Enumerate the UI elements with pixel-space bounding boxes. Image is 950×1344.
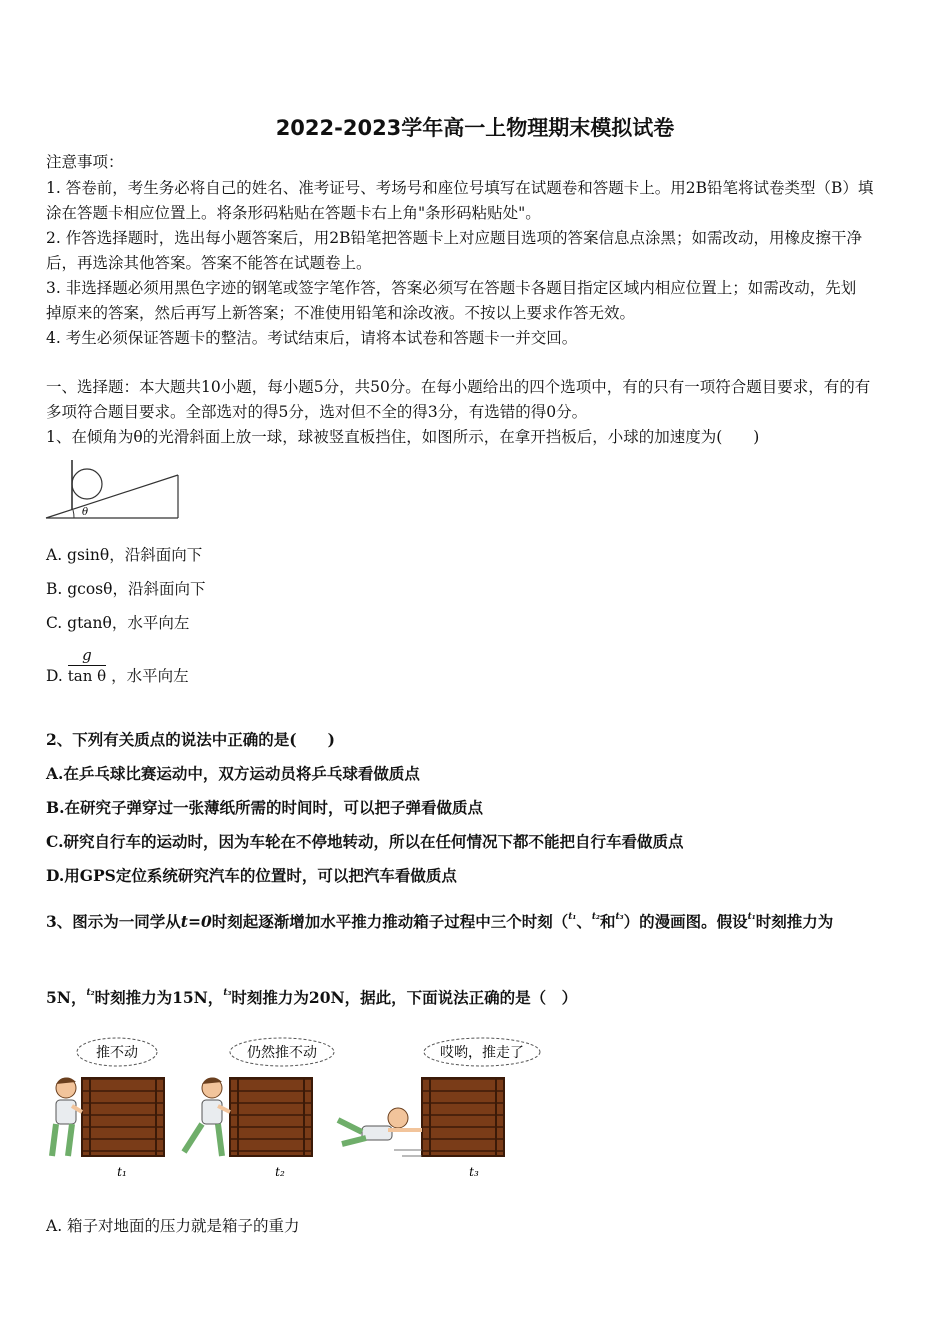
section-heading: 一、选择题：本大题共10小题，每小题5分，共50分。在每小题给出的四个选项中，有的只有一项符合题目要求，有的有	[46, 378, 871, 396]
option-d: D.用GPS定位系统研究汽车的位置时，可以把汽车看做质点	[46, 866, 457, 885]
svg-text:仍然推不动: 仍然推不动	[247, 1045, 317, 1061]
notice-line: 4. 考生必须保证答题卡的整洁。考试结束后，请将本试卷和答题卡一并交回。	[46, 329, 578, 347]
notice-line: 涂在答题卡相应位置上。将条形码粘贴在答题卡右上角"条形码粘贴处"。	[46, 204, 541, 222]
option-a: A. 箱子对地面的压力就是箱子的重力	[46, 1217, 300, 1235]
svg-text:t₂: t₂	[275, 1165, 285, 1179]
svg-text:哎哟，推走了: 哎哟，推走了	[440, 1045, 524, 1061]
svg-text:t₁: t₁	[117, 1165, 127, 1179]
question-3-stem: 3、图示为一同学从t=0时刻起逐渐增加水平推力推动箱子过程中三个时刻（$^{t_1}$、$^{t_2}$和$^{t_3}$）的漫画图。假设$^{t_1}$时刻推力为	[46, 912, 834, 931]
option-c: C.研究自行车的运动时，因为车轮在不停地转动，所以在任何情况下都不能把自行车看做质点	[46, 832, 684, 851]
option-b: B. gcosθ，沿斜面向下	[46, 580, 206, 598]
notice-heading: 注意事项：	[46, 153, 124, 171]
option-a: A. gsinθ，沿斜面向下	[46, 546, 203, 564]
option-c: C. gtanθ，水平向左	[46, 614, 190, 632]
notice-line: 2. 作答选择题时，选出每小题答案后，用2B铅笔把答题卡上对应题目选项的答案信息点涂黑；如需改动，用橡皮擦干净	[46, 229, 862, 247]
push-box-comic	[42, 1032, 562, 1188]
page-title: 2022-2023学年高一上物理期末模拟试卷	[275, 116, 675, 140]
notice-line: 后，再选涂其他答案。答案不能答在试题卷上。	[46, 254, 372, 272]
fraction: $\frac{g}{\text{tan θ}}$	[67, 646, 107, 685]
option-a: A.在乒乓球比赛运动中，双方运动员将乒乓球看做质点	[46, 764, 420, 783]
svg-text:t₃: t₃	[469, 1165, 479, 1179]
incline-figure	[44, 456, 182, 522]
question-2-stem: 2、下列有关质点的说法中正确的是( )	[46, 730, 335, 749]
question-3-stem-cont: 5N，$^{t_2}$时刻推力为15N，$^{t_3}$时刻推力为20N，据此，下面说法正确的是（ ）	[46, 988, 578, 1007]
svg-text:推不动: 推不动	[96, 1045, 138, 1061]
question-1-stem: 1、在倾角为θ的光滑斜面上放一球，球被竖直板挡住，如图所示，在拿开挡板后，小球的加速度为( )	[46, 428, 760, 446]
notice-line: 1. 答卷前，考生务必将自己的姓名、准考证号、考场号和座位号填写在试题卷和答题卡上。用2B铅笔将试卷类型（B）填	[46, 179, 874, 197]
section-heading-cont: 多项符合题目要求。全部选对的得5分，选对但不全的得3分，有选错的得0分。	[46, 403, 588, 421]
option-d: D. $\frac{g}{\text{tan θ}}$ ，水平向左	[46, 646, 189, 685]
notice-line: 3. 非选择题必须用黑色字迹的钢笔或签字笔作答，答案必须写在答题卡各题目指定区域内相应位置上；如需改动，先划	[46, 279, 857, 297]
svg-text:θ: θ	[82, 507, 89, 518]
option-b: B.在研究子弹穿过一张薄纸所需的时间时，可以把子弹看做质点	[46, 798, 483, 817]
notice-line: 掉原来的答案，然后再写上新答案；不准使用铅笔和涂改液。不按以上要求作答无效。	[46, 304, 636, 322]
